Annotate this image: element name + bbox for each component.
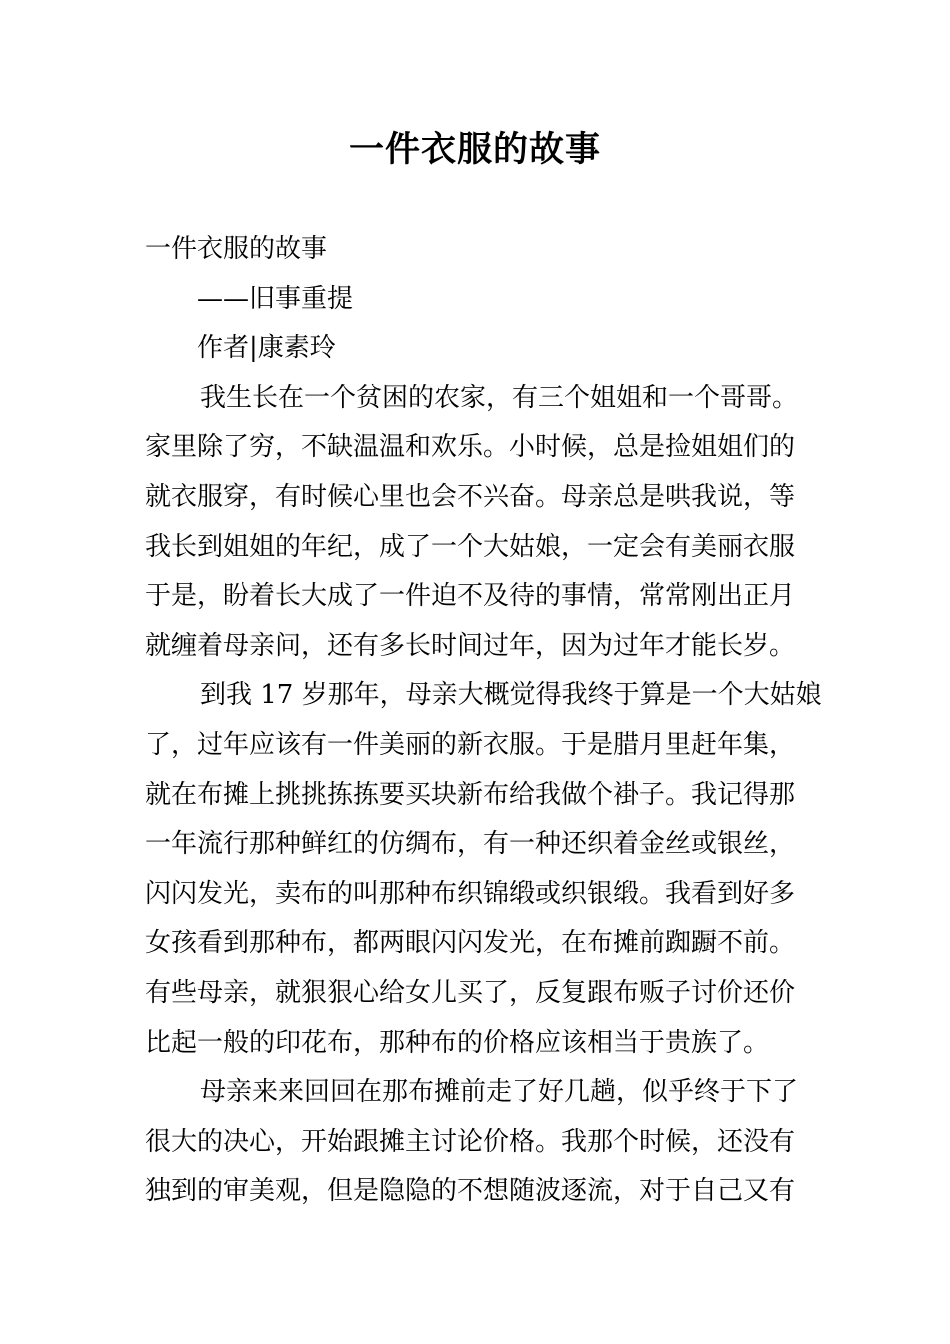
- text-line: 就在布摊上挑挑拣拣要买块新布给我做个褂子。我记得那: [145, 779, 796, 810]
- text-line: 一件衣服的故事: [145, 234, 328, 264]
- text-line: 我长到姐姐的年纪，成了一个大姑娘，一定会有美丽衣服: [145, 531, 796, 562]
- text-line: 独到的审美观，但是隐隐的不想随波逐流，对于自己又有: [145, 1176, 796, 1207]
- text-line: 我生长在一个贫困的农家，有三个姐姐和一个哥哥。: [200, 382, 799, 413]
- document-body: [145, 225, 822, 1217]
- text-line: 到我 17 岁那年，母亲大概觉得我终于算是一个大姑娘: [200, 680, 822, 711]
- text-line: 了，过年应该有一件美丽的新衣服。于是腊月里赶年集，: [145, 729, 796, 760]
- text-line: 一年流行那种鲜红的仿绸布，有一种还织着金丝或银丝，: [145, 829, 796, 860]
- text-line: 作者|康素玲: [197, 333, 336, 364]
- text-line: 很大的决心，开始跟摊主讨论价格。我那个时候，还没有: [145, 1126, 796, 1157]
- text-line: 就缠着母亲问，还有多长时间过年，因为过年才能长岁。: [145, 630, 796, 661]
- text-line: 有些母亲，就狠狠心给女儿买了，反复跟布贩子讨价还价: [145, 977, 796, 1008]
- text-line: 母亲来来回回在那布摊前走了好几趟，似乎终于下了: [200, 1077, 799, 1108]
- text-line: 闪闪发光，卖布的叫那种布织锦缎或织银缎。我看到好多: [145, 878, 796, 909]
- text-line: ——旧事重提: [197, 283, 354, 314]
- text-line: 家里除了穷，不缺温温和欢乐。小时候，总是捡姐姐们的: [145, 432, 796, 463]
- text-line: 比起一般的印花布，那种布的价格应该相当于贵族了。: [145, 1027, 770, 1058]
- text-line: 女孩看到那种布，都两眼闪闪发光，在布摊前踟蹰不前。: [145, 928, 796, 959]
- document-title: 一件衣服的故事: [348, 130, 601, 170]
- text-line: 于是，盼着长大成了一件迫不及待的事情，常常刚出正月: [145, 581, 796, 612]
- text-line: 就衣服穿，有时候心里也会不兴奋。母亲总是哄我说，等: [145, 481, 796, 512]
